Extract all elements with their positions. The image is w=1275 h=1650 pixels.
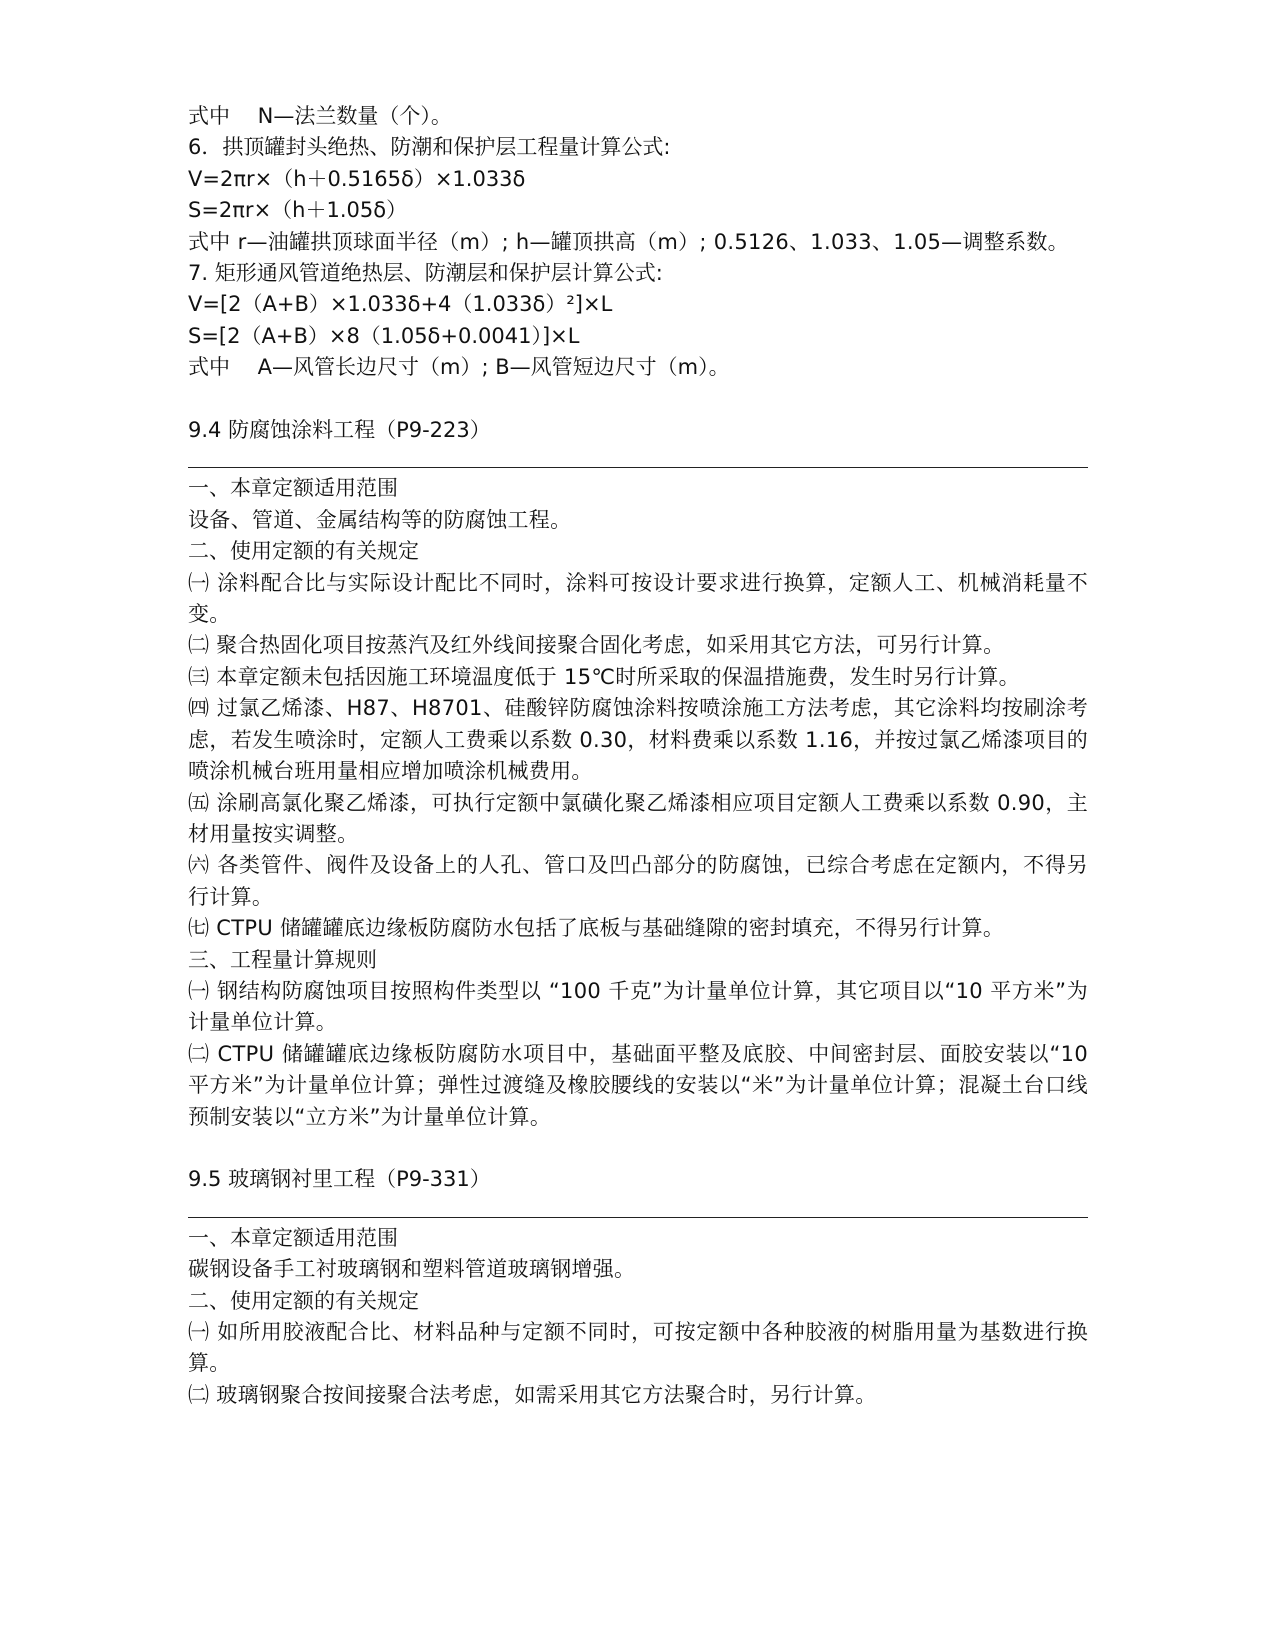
section-9-5 [188,1164,1088,1411]
sub-heading: 一、本章定额适用范围 [188,1225,398,1250]
divider [188,1217,1088,1218]
text-line: 式中 A—风管长边尺寸（m）; B—风管短边尺寸（m）。 [188,355,730,380]
sub-heading: 二、使用定额的有关规定 [188,1288,419,1313]
text-paragraph: 碳钢设备手工衬玻璃钢和塑料管道玻璃钢增强。 [188,1257,636,1282]
item-heading: 6．拱顶罐封头绝热、防潮和保护层工程量计算公式: [188,135,671,160]
formula-line: S=[2（A+B）×8（1.05δ+0.0041）]×L [188,323,580,348]
section-9-4 [188,415,1088,1133]
rule-item: ㈣ 过氯乙烯漆、H87、H8701、硅酸锌防腐蚀涂料按喷涂施工方法考虑，其它涂料均按刷涂考虑，若发生喷涂时，定额人工费乘以系数 0.30，材料费乘以系数 1.16，并按过氯乙烯漆项目的喷涂机械台班用量相应增加喷涂机械费用。 [188,696,1088,784]
text-paragraph: 式中 r—油罐拱顶球面半径（m）; h—罐顶拱高（m）; 0.5126、1.033、1.05—调整系数。 [188,229,1069,254]
formula-line: V=2πr×（h＋0.5165δ）×1.033δ [188,166,526,191]
divider [188,467,1088,468]
rule-item: ㈢ 本章定额未包括因施工环境温度低于 15℃时所采取的保温措施费，发生时另行计算。 [188,664,1020,689]
rule-item: ㈦ CTPU 储罐罐底边缘板防腐防水包括了底板与基础缝隙的密封填充，不得另行计算。 [188,916,1005,941]
section-title: 9.5 玻璃钢衬里工程（P9-331） [188,1167,491,1192]
formula-line: V=[2（A+B）×1.033δ+4（1.033δ）²]×L [188,292,613,317]
rule-item: ㈠ 如所用胶液配合比、材料品种与定额不同时，可按定额中各种胶液的树脂用量为基数进行换算。 [188,1320,1088,1376]
text-line: 式中 N—法兰数量（个）。 [188,104,452,128]
section-title: 9.4 防腐蚀涂料工程（P9-223） [188,418,491,443]
sub-heading: 一、本章定额适用范围 [188,476,398,501]
text-paragraph: 设备、管道、金属结构等的防腐蚀工程。 [188,507,572,532]
item-heading: 7. 矩形通风管道绝热层、防潮层和保护层计算公式: [188,261,663,286]
rule-item: ㈤ 涂刷高氯化聚乙烯漆，可执行定额中氯磺化聚乙烯漆相应项目定额人工费乘以系数 0.90，主材用量按实调整。 [188,790,1088,846]
formula-line: S=2πr×（h＋1.05δ） [188,198,408,223]
sub-heading: 二、使用定额的有关规定 [188,539,419,564]
sub-heading: 三、工程量计算规则 [188,947,377,972]
formula-block [188,101,1088,384]
rule-item: ㈠ 涂料配合比与实际设计配比不同时，涂料可按设计要求进行换算，定额人工、机械消耗量不变。 [188,570,1088,627]
spacer [188,1133,1088,1164]
spacer [188,384,1088,415]
document-page [188,101,1088,1411]
rule-item: ㈥ 各类管件、阀件及设备上的人孔、管口及凹凸部分的防腐蚀，已综合考虑在定额内，不得另行计算。 [188,853,1088,909]
rule-item: ㈡ 玻璃钢聚合按间接聚合法考虑，如需采用其它方法聚合时，另行计算。 [188,1382,877,1407]
rule-item: ㈡ 聚合热固化项目按蒸汽及红外线间接聚合固化考虑，如采用其它方法，可另行计算。 [188,633,1005,658]
rule-item: ㈠ 钢结构防腐蚀项目按照构件类型以 “100 千克”为计量单位计算，其它项目以“10 平方米”为计量单位计算。 [188,978,1088,1035]
rule-item: ㈡ CTPU 储罐罐底边缘板防腐防水项目中，基础面平整及底胶、中间密封层、面胶安装以“10 平方米”为计量单位计算；弹性过渡缝及橡胶腰线的安装以“米”为计量单位计算；混凝土台口线预制安装以“立方米”为计量单位计算。 [188,1041,1088,1129]
